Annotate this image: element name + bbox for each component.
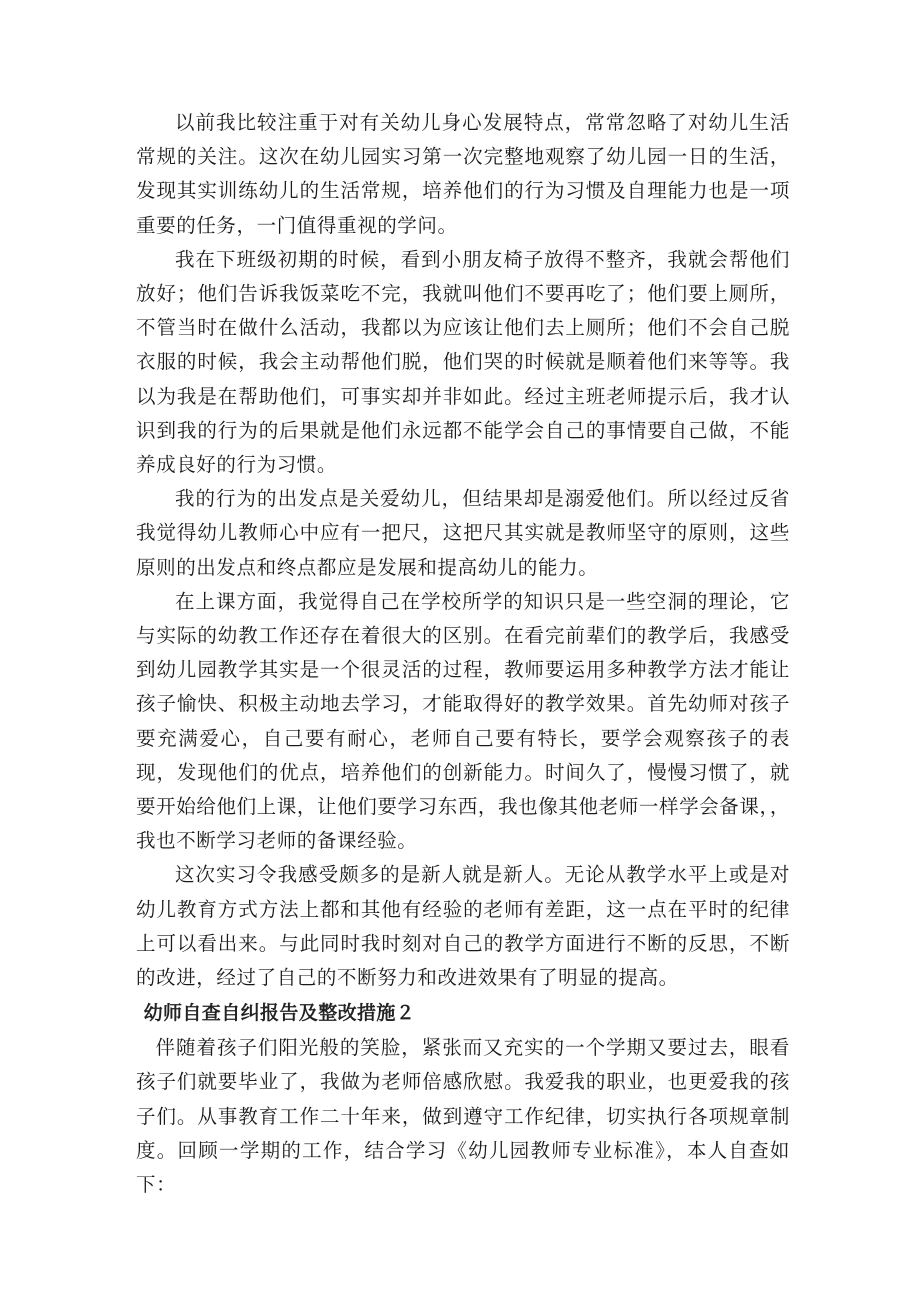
paragraph-3: 我的行为的出发点是关爱幼儿，但结果却是溺爱他们。所以经过反省我觉得幼儿教师心中应有一把尺，这把尺其实就是教师坚守的原则，这些原则的出发点和终点都应是发展和提高幼儿的能力。	[136, 487, 790, 579]
paragraph-1: 以前我比较注重于对有关幼儿身心发展特点，常常忽略了对幼儿生活常规的关注。这次在幼儿园实习第一次完整地观察了幼儿园一日的生活，发现其实训练幼儿的生活常规，培养他们的行为习惯及自理能力也是一项重要的任务，一门值得重视的学问。	[136, 111, 790, 237]
paragraph-5: 这次实习令我感受颇多的是新人就是新人。无论从教学水平上或是对幼儿教育方式方法上都和其他有经验的老师有差距，这一点在平时的纪律上可以看出来。与此同时我时刻对自己的教学方面进行不断的反思，不断的改进，经过了自己的不断努力和改进效果有了明显的提高。	[136, 863, 790, 990]
section-heading: 幼师自查自纠报告及整改措施２	[143, 1002, 416, 1025]
section-paragraph-1: 伴随着孩子们阳光般的笑脸，紧张而又充实的一个学期又要过去，眼看孩子们就要毕业了，我做为老师倍感欣慰。我爱我的职业，也更爱我的孩子们。从事教育工作二十年来，做到遵守工作纪律，切实执行各项规章制度。回顾一学期的工作，结合学习《幼儿园教师专业标准》，本人自查如下：	[136, 1036, 790, 1197]
paragraph-4: 在上课方面，我觉得自己在学校所学的知识只是一些空洞的理论，它与实际的幼教工作还存在着很大的区别。在看完前辈们的教学后，我感受到幼儿园教学其实是一个很灵活的过程，教师要运用多种教学方法才能让孩子愉快、积极主动地去学习，才能取得好的教学效果。首先幼师对孩子要充满爱心，自己要有耐心，老师自己要有特长，要学会观察孩子的表现，发现他们的优点，培养他们的创新能力。时间久了，慢慢习惯了，就要开始给他们上课，让他们要学习东西，我也像其他老师一样学会备课，，我也不断学习老师的备课经验。	[136, 589, 790, 853]
document-body	[136, 106, 790, 1202]
paragraph-2: 我在下班级初期的时候，看到小朋友椅子放得不整齐，我就会帮他们放好；他们告诉我饭菜吃不完，我就叫他们不要再吃了；他们要上厕所，不管当时在做什么活动，我都以为应该让他们去上厕所；他们不会自己脱衣服的时候，我会主动帮他们脱，他们哭的时候就是顺着他们来等等。我以为我是在帮助他们，可事实却并非如此。经过主班老师提示后，我才认识到我的行为的后果就是他们永远都不能学会自己的事情要自己做，不能养成良好的行为习惯。	[136, 247, 790, 477]
